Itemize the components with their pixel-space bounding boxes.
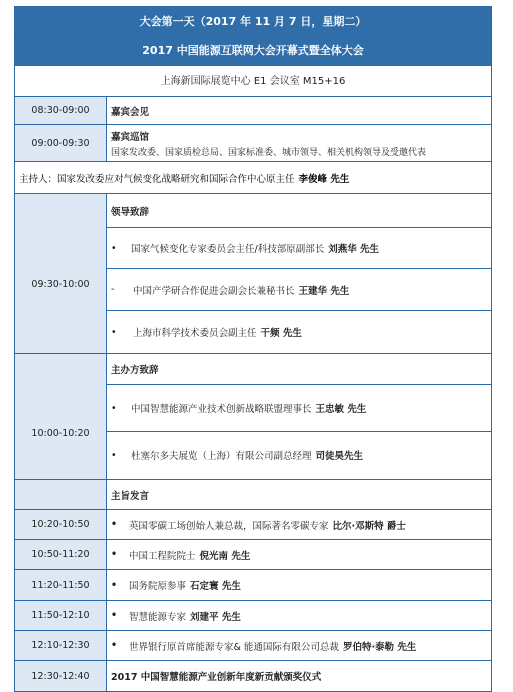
vip-meet-row	[15, 97, 491, 125]
time-cell: 12:10-12:30	[15, 631, 107, 660]
time-cell: 10:50-11:20	[15, 540, 107, 569]
speaker-name: 比尔·邓斯特 爵士	[332, 520, 406, 532]
speaker-line	[107, 385, 491, 432]
bullet: -	[111, 284, 115, 295]
organizers-lines	[107, 354, 491, 478]
session-title: 2017 中国智慧能源产业创新年度新贡献颁奖仪式	[111, 672, 322, 683]
day-title	[15, 7, 491, 36]
leaders-group	[15, 194, 491, 354]
speaker-role: 杜塞尔多夫展览（上海）有限公司副总经理	[131, 451, 312, 462]
bullet: •	[111, 402, 117, 414]
bullet: •	[111, 519, 118, 530]
speaker-role: 中国产学研合作促进会副会长兼秘书长	[133, 285, 295, 297]
speaker-role: 英国零碳工场创始人兼总裁，国际著名零碳专家	[129, 520, 329, 532]
time-cell: 09:30-10:00	[15, 194, 107, 353]
time-cell: 11:50-12:10	[15, 601, 107, 630]
award-row	[15, 661, 491, 691]
speaker-name: 王忠敏 先生	[315, 404, 367, 415]
host-name: 李俊峰 先生	[298, 173, 350, 185]
bullet: •	[111, 449, 117, 461]
speaker-role: 世界银行原首席能源专家& 能通国际有限公司总裁	[129, 641, 339, 653]
time-cell: 11:20-11:50	[15, 570, 107, 600]
speaker-role: 智慧能源专家	[129, 611, 187, 623]
bullet: •	[111, 326, 117, 338]
schedule-table	[14, 6, 492, 692]
keynote-title-row	[15, 480, 491, 510]
speaker-line	[107, 269, 491, 311]
bullet: •	[111, 640, 118, 651]
speaker-name: 刘燕华 先生	[328, 244, 380, 255]
session-title: 领导致辞	[107, 194, 491, 228]
speaker-role: 中国工程院院士	[129, 550, 196, 562]
bullet: •	[111, 549, 118, 560]
speaker-name: 罗伯特·泰勒 先生	[342, 641, 417, 653]
keynote-row	[15, 601, 491, 631]
bullet: •	[111, 579, 118, 591]
keynote-row	[15, 631, 491, 661]
session-title: 嘉宾巡馆	[111, 131, 150, 143]
event-title	[15, 36, 491, 66]
host-row	[15, 162, 491, 194]
keynote-row	[15, 510, 491, 540]
time-cell: 09:00-09:30	[15, 125, 107, 161]
speaker-role: 中国智慧能源产业技术创新战略联盟理事长	[131, 404, 312, 415]
session-cell	[107, 125, 491, 161]
host-cell	[15, 162, 491, 193]
vip-tour-row	[15, 125, 491, 162]
host-label: 主持人：国家发改委应对气候变化战略研究和国际合作中心原主任	[19, 173, 295, 185]
speaker-name: 干频 先生	[260, 328, 302, 339]
session-title: 主旨发言	[111, 490, 150, 502]
leaders-lines	[107, 194, 491, 353]
keynote-row	[15, 540, 491, 570]
speaker-line	[111, 631, 487, 660]
session-cell	[107, 540, 491, 569]
day-title-text: 大会第一天（2017 年 11 月 7 日，星期二）	[139, 15, 367, 28]
organizers-group	[15, 354, 491, 480]
session-detail: 国家发改委、国家质检总局、国家标准委、城市领导、相关机构领导及受邀代表	[111, 147, 427, 158]
bullet: •	[111, 242, 117, 254]
speaker-line	[111, 601, 487, 630]
speaker-line	[107, 432, 491, 478]
session-title: 嘉宾会见	[111, 106, 150, 118]
speaker-role: 国家气候变化专家委员会主任/科技部原副部长	[131, 244, 325, 255]
keynote-row	[15, 570, 491, 601]
speaker-name: 王建华 先生	[298, 285, 350, 297]
time-cell: 08:30-09:00	[15, 97, 107, 124]
session-title: 主办方致辞	[107, 354, 491, 385]
speaker-line	[111, 510, 487, 539]
speaker-line	[111, 540, 487, 569]
venue	[15, 66, 491, 97]
speaker-role: 国务院原参事	[129, 581, 187, 592]
session-cell	[107, 570, 491, 600]
speaker-role: 上海市科学技术委员会副主任	[133, 328, 257, 339]
session-cell	[107, 97, 491, 124]
speaker-name: 司徒昊先生	[315, 451, 364, 462]
speaker-line	[107, 311, 491, 353]
venue-text: 上海新国际展览中心 E1 会议室 M15+16	[160, 76, 346, 87]
time-cell	[15, 480, 107, 509]
event-title-text: 2017 中国能源互联网大会开幕式暨全体大会	[142, 44, 364, 57]
time-cell: 10:00-10:20	[15, 354, 107, 479]
speaker-line	[111, 570, 487, 600]
session-cell	[107, 510, 491, 539]
speaker-name: 倪光南 先生	[199, 550, 251, 562]
time-cell: 12:30-12:40	[15, 661, 107, 691]
bullet: •	[111, 610, 118, 621]
session-cell	[107, 601, 491, 630]
session-cell	[107, 661, 491, 691]
speaker-line	[107, 228, 491, 269]
speaker-name: 刘建平 先生	[190, 611, 241, 623]
session-cell	[107, 480, 491, 509]
time-cell: 10:20-10:50	[15, 510, 107, 539]
speaker-name: 石定寰 先生	[190, 581, 241, 592]
session-cell	[107, 631, 491, 660]
